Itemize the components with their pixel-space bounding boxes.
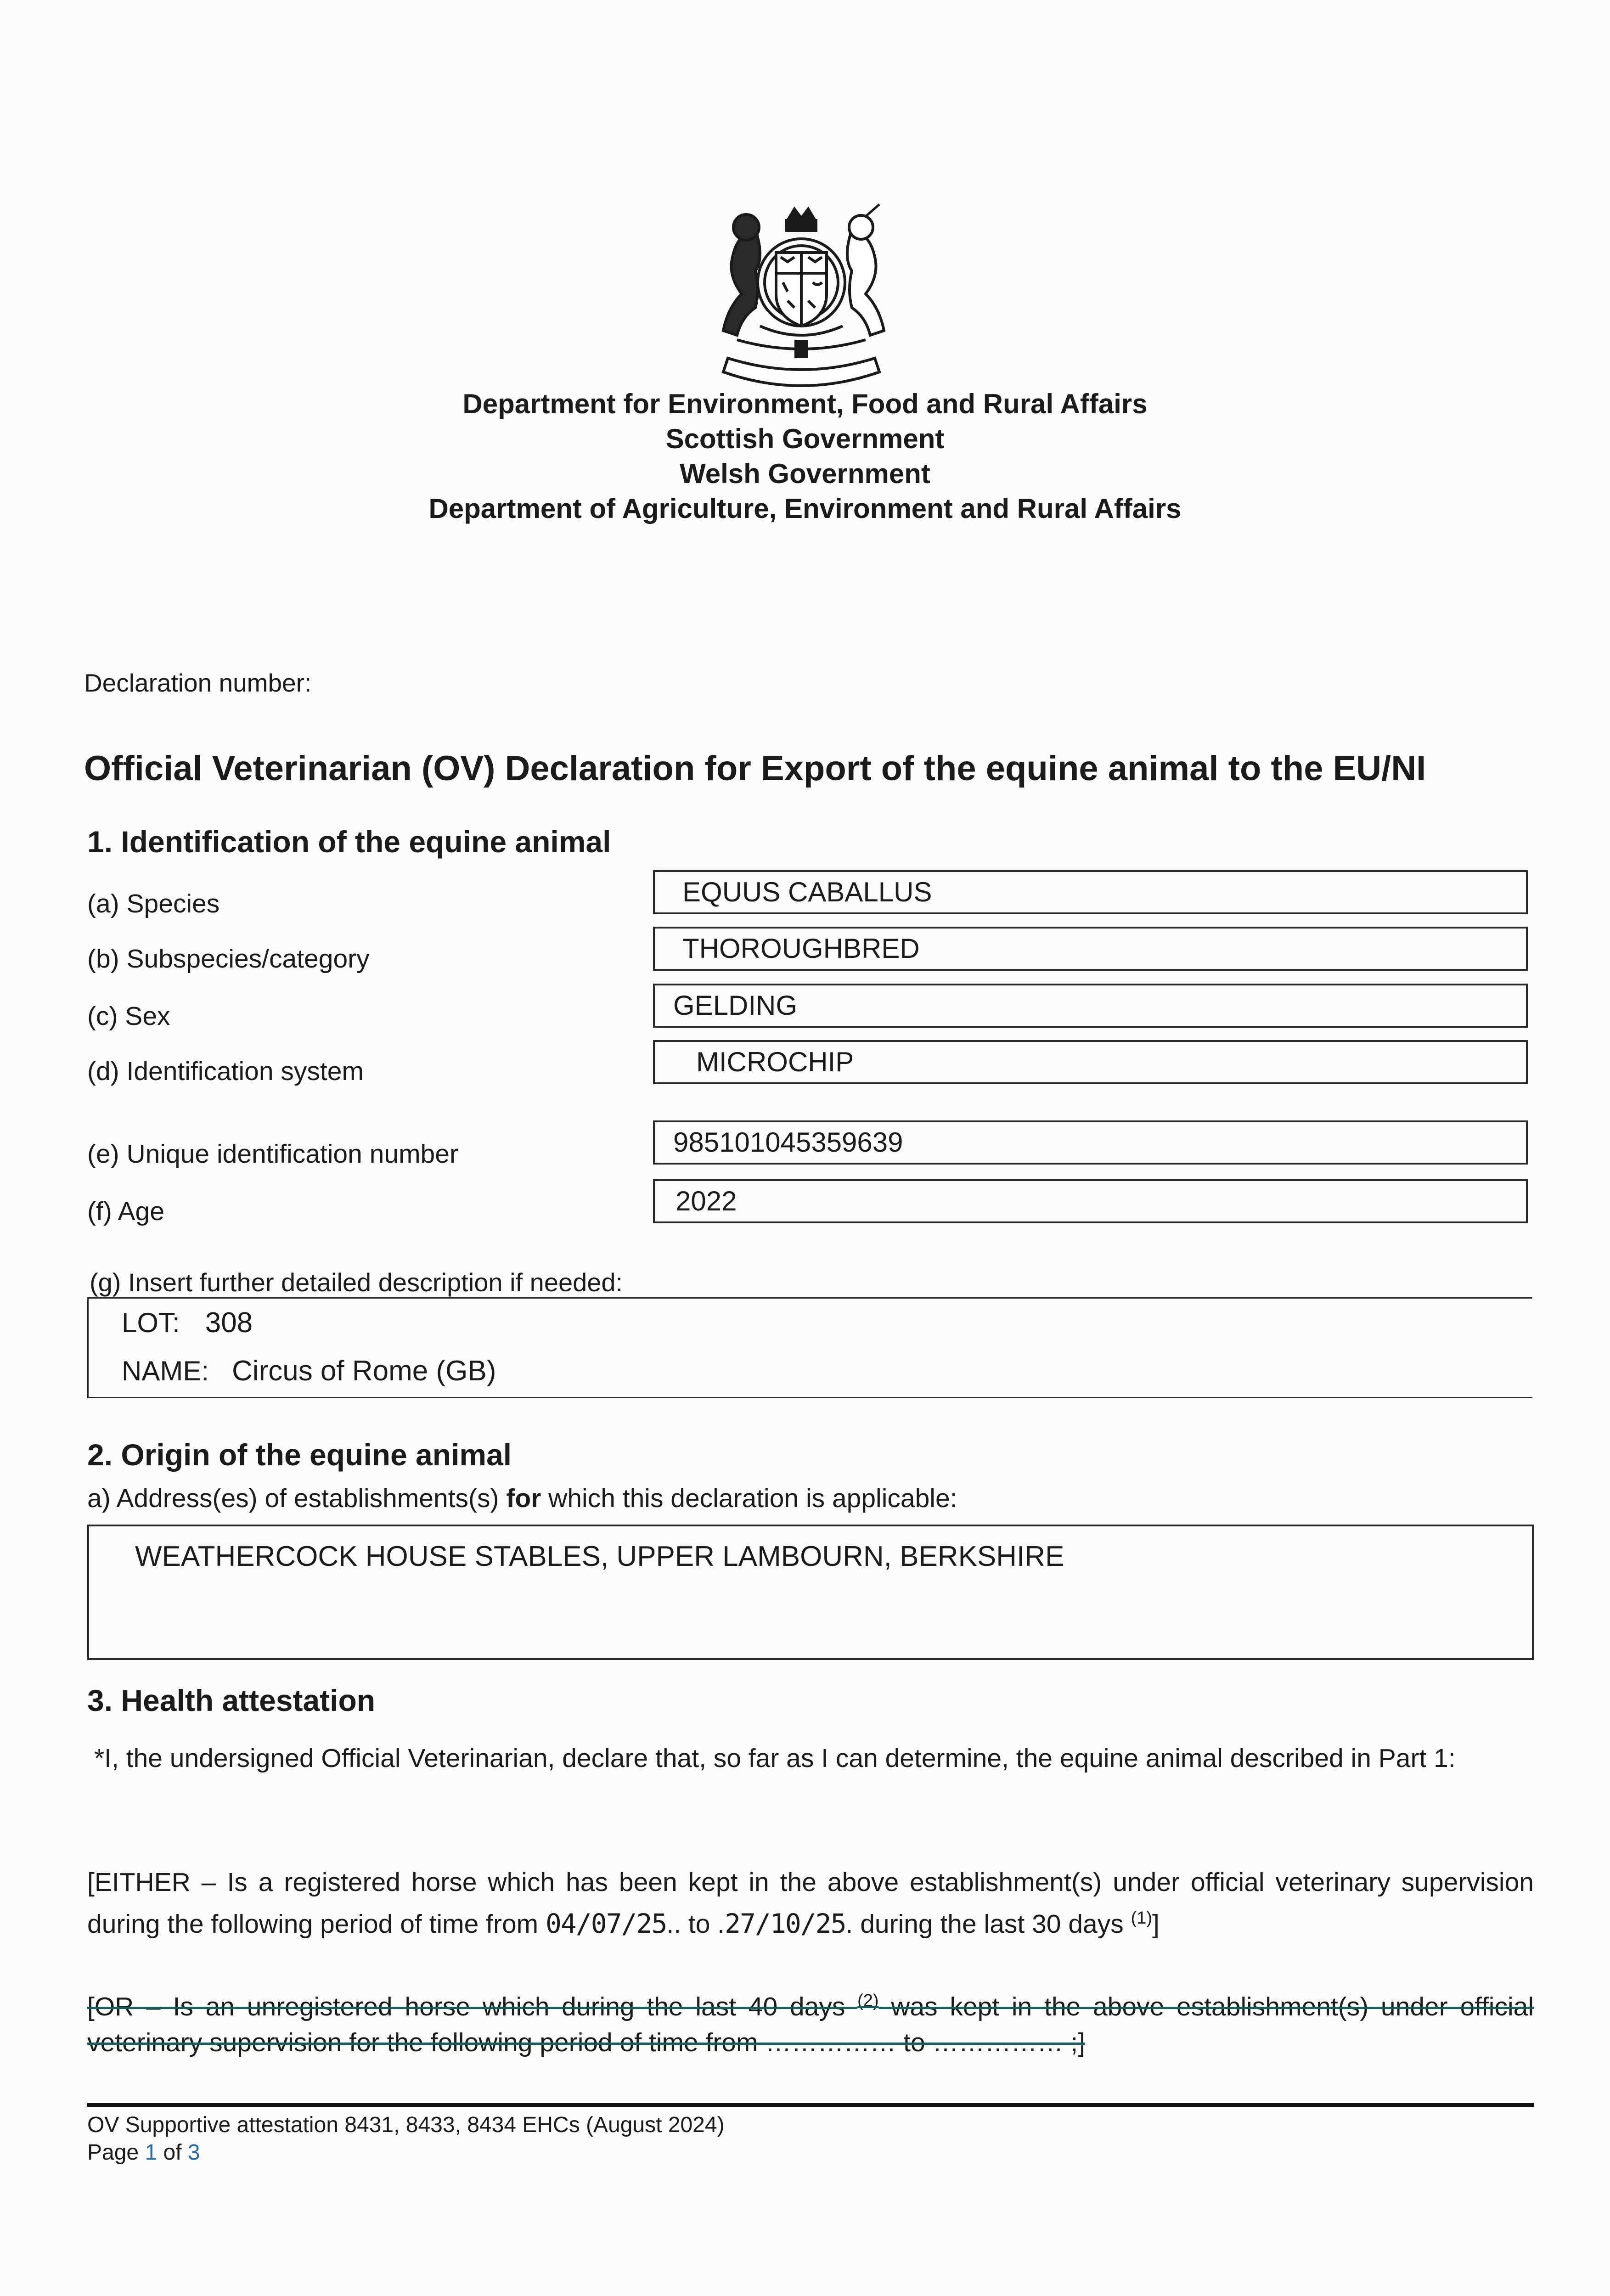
either-clause: [87, 1864, 1534, 1942]
footer-divider: [87, 2103, 1534, 2107]
to-dots: .: [717, 1909, 725, 1939]
to-date: 27/10/25: [725, 1908, 846, 1939]
department-header: [346, 387, 1264, 526]
sex-label: (c) Sex: [87, 1002, 170, 1031]
footnote-2-marker: (2): [857, 1991, 879, 2010]
page-of: of: [163, 2140, 182, 2165]
address-intro-text-end: which this declaration is applicable:: [548, 1484, 957, 1513]
species-field[interactable]: EQUUS CABALLUS: [653, 870, 1528, 914]
address-intro-text: a) Address(es) of establishments(s): [87, 1484, 499, 1513]
either-close-bracket: ]: [1152, 1909, 1160, 1939]
or-text-end: was kept in the above establishment(s) under official veterinary supervision for the following period of time from …………… to …………… ;]: [87, 1992, 1534, 2057]
species-label: (a) Species: [87, 889, 220, 918]
page-current: 1: [145, 2140, 158, 2165]
unique-id-field[interactable]: 985101045359639: [653, 1120, 1528, 1165]
name-value: Circus of Rome (GB): [232, 1355, 496, 1387]
name-line: [122, 1355, 496, 1387]
section-1-heading: 1. Identification of the equine animal: [87, 825, 611, 859]
lot-line: [122, 1306, 253, 1339]
department-defra: Department for Environment, Food and Rural Affairs: [462, 388, 1148, 419]
either-tail: during the last 30 days: [860, 1909, 1124, 1939]
establishment-address-field[interactable]: WEATHERCOCK HOUSE STABLES, UPPER LAMBOURN, BERKSHIRE: [87, 1525, 1534, 1660]
document-title: Official Veterinarian (OV) Declaration for Export of the equine animal to the EU/NI: [84, 749, 1426, 788]
sex-field[interactable]: GELDING: [653, 984, 1528, 1028]
department-daera: Department of Agriculture, Environment and Rural Affairs: [428, 493, 1182, 524]
or-text: [OR – Is an unregistered horse which during the last 40 days: [87, 1992, 845, 2021]
department-scottish-government: Scottish Government: [665, 423, 945, 454]
end-dot: .: [845, 1909, 853, 1939]
from-dots: ..: [666, 1909, 681, 1939]
subspecies-label: (b) Subspecies/category: [87, 944, 370, 974]
or-clause-struck: [87, 1983, 1534, 2060]
page-word: Page: [87, 2140, 139, 2165]
age-label: (f) Age: [87, 1197, 164, 1226]
to-word: to: [688, 1909, 710, 1939]
lot-label: LOT:: [122, 1307, 180, 1338]
footer-attestation-ref: OV Supportive attestation 8431, 8433, 8434 EHCs (August 2024): [87, 2113, 725, 2137]
department-welsh-government: Welsh Government: [680, 458, 930, 489]
from-date: 04/07/25: [546, 1908, 667, 1939]
footnote-1-marker: (1): [1131, 1908, 1153, 1928]
identification-system-label: (d) Identification system: [87, 1057, 364, 1086]
section-3-heading: 3. Health attestation: [87, 1683, 376, 1717]
declaration-number-label: Declaration number:: [84, 669, 312, 697]
either-text: [EITHER – Is a registered horse which has been kept in the above establishment(s) under official veterinary supervision during the following period of time from: [87, 1868, 1534, 1939]
royal-coat-of-arms-icon: [696, 202, 907, 395]
age-field[interactable]: 2022: [653, 1179, 1528, 1223]
footer-page-number: [87, 2140, 200, 2165]
page-total: 3: [187, 2140, 200, 2165]
identification-system-field[interactable]: MICROCHIP: [653, 1040, 1528, 1084]
subspecies-field[interactable]: THOROUGHBRED: [653, 927, 1528, 971]
address-intro-bold: for: [506, 1484, 541, 1513]
section-2-heading: 2. Origin of the equine animal: [87, 1438, 512, 1472]
lot-value: 308: [205, 1307, 253, 1339]
health-intro: *I, the undersigned Official Veterinarian, declare that, so far as I can determine, the equine animal described in Part 1:: [94, 1744, 1456, 1773]
description-label: (g) Insert further detailed description if needed:: [90, 1268, 623, 1297]
unique-id-label: (e) Unique identification number: [87, 1139, 458, 1169]
name-label: NAME:: [122, 1356, 209, 1386]
address-intro: [87, 1483, 957, 1514]
